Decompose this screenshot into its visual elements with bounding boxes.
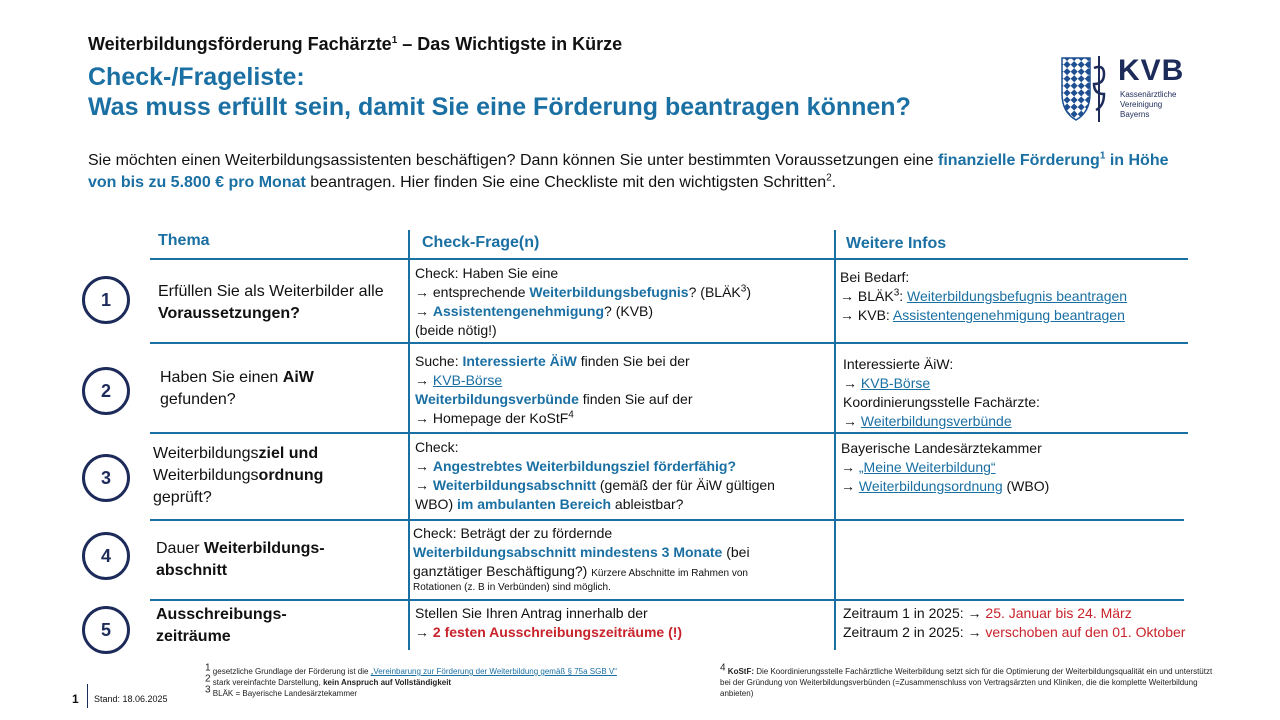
- row-divider-4: [150, 599, 1184, 601]
- row-4-check: Check: Beträgt der zu fördernde Weiterbildungsabschnitt mindestens 3 Monate (bei ganztätiger Beschäftigung?) Kürzere Abschnitte im Rahmen von Rotationen (z. B in Verbünden) sind möglich.: [413, 525, 750, 593]
- intro-text: Sie möchten einen Weiterbildungsassistenten beschäftigen? Dann können Sie unter bestimmten Voraussetzungen eine finanzielle Förderung$^1$ in Höhe von bis zu 5.800 € pro Monat beantragen. Hier finden Sie eine Checkliste mit den wichtigsten Schritten$^2$.: [88, 150, 1169, 191]
- row-1-infos: Bei Bedarf: → $BLÄK^3$: Weiterbildungsbefugnis beantragen → KVB: Assistentengenehmigung beantragen: [840, 269, 1128, 323]
- kvb-logo: [1060, 54, 1210, 124]
- title-line-1: Check-/Frageliste:: [88, 63, 305, 91]
- row-1-thema: Erfüllen Sie als Weiterbilder alle Voraussetzungen?: [158, 283, 384, 322]
- row-5-thema: Ausschreibungs- zeiträume: [156, 606, 287, 645]
- link-vereinbarung[interactable]: „Vereinbarung zur Förderung der Weiterbildung gemäß § 75a SGB V“: [370, 667, 617, 676]
- page-title: [88, 62, 911, 122]
- footer-divider: [87, 684, 88, 708]
- row-3-infos: Bayerische Landesärztekammer → „Meine Weiterbildung“ → Weiterbildungsordnung (WBO): [841, 440, 1050, 494]
- row-1-check: Check: Haben Sie eine → entsprechende Weiterbildungsbefugnis? $(BLÄK^3)$ → Assistentengenehmigung? (KVB) (beide nötig!): [415, 265, 751, 338]
- step-number-5: 5: [82, 606, 130, 654]
- step-number-2: 2: [82, 367, 130, 415]
- column-header-thema: Thema: [158, 232, 210, 249]
- link-weiterbildungsbefugnis[interactable]: Weiterbildungsbefugnis beantragen: [907, 288, 1128, 304]
- row-divider-2: [150, 432, 1188, 434]
- stand-date: Stand: 18.06.2025: [94, 694, 168, 704]
- logo-abbr: KVB: [1118, 54, 1185, 87]
- row-divider-1: [150, 342, 1188, 344]
- link-weiterbildungsordnung[interactable]: Weiterbildungsordnung: [858, 478, 1003, 494]
- page-kicker: Weiterbildungsförderung Fachärzte$^1$ – Das Wichtigste in Kürze: [88, 34, 623, 54]
- row-5-infos: Zeitraum 1 in 2025: → 25. Januar bis 24. März Zeitraum 2 in 2025: → verschoben auf den 01. Oktober: [843, 605, 1186, 640]
- step-number-4: 4: [82, 532, 130, 580]
- column-header-check: Check-Frage(n): [422, 234, 540, 251]
- step-number-3: 3: [82, 454, 130, 502]
- row-divider-0: [150, 258, 1188, 260]
- row-divider-3: [150, 519, 1184, 521]
- step-number-1: 1: [82, 276, 130, 324]
- footnotes-left: $^1$ gesetzliche Grundlage der Förderung ist die „Vereinbarung zur Förderung der Weiterbildung gemäß § 75a SGB V“ $^2$ stark vereinfachte Darstellung, kein Anspruch auf Vollständigkeit $^3$ BLÄK = Bayerische Landesärztekammer: [205, 662, 617, 698]
- link-meine-weiterbildung[interactable]: „Meine Weiterbildung“: [858, 459, 996, 475]
- row-2-infos: Interessierte ÄiW: → KVB-Börse Koordinierungsstelle Fachärzte: → Weiterbildungsverbünde: [843, 356, 1040, 429]
- row-5-check: Stellen Sie Ihren Antrag innerhalb der → 2 festen Ausschreibungszeiträume (!): [415, 605, 683, 640]
- link-weiterbildungsverbuende[interactable]: Weiterbildungsverbünde: [860, 413, 1012, 429]
- footnote-kostf: $^4$ KoStF: Die Koordinierungsstelle Fachärztliche Weiterbildung setzt sich für die Optimierung der Weiterbildungsqualität ein und unterstützt bei der Gründung von Weiterbildungsverbünden (=Zusammenschluss von Vertragsärzten und Kliniken, die die komplette Weiterbildung anbieten): [720, 662, 1213, 698]
- logo-text: Kassenärztliche Vereinigung Bayerns: [1120, 90, 1177, 119]
- link-kvb-boerse[interactable]: KVB-Börse: [860, 375, 931, 391]
- title-line-2: Was muss erfüllt sein, damit Sie eine Förderung beantragen können?: [88, 93, 911, 121]
- link-kvb-boerse-check[interactable]: KVB-Börse: [432, 372, 503, 388]
- row-3-check: Check: → Angestrebtes Weiterbildungsziel förderfähig? → Weiterbildungsabschnitt (gemäß der für ÄiW gültigen WBO) im ambulanten Bereich ableistbar?: [415, 439, 775, 512]
- row-2-thema: Haben Sie einen AiW gefunden?: [160, 369, 314, 408]
- page-number: 1: [72, 692, 79, 706]
- column-header-infos: Weitere Infos: [846, 235, 947, 252]
- column-divider-2: [834, 230, 836, 650]
- row-3-thema: Weiterbildungsziel und Weiterbildungsordnung geprüft?: [153, 445, 324, 506]
- row-2-check: Suche: Interessierte ÄiW finden Sie bei der → KVB-Börse Weiterbildungsverbünde finden Sie auf der → Homepage der KoStF$^4$: [415, 353, 693, 426]
- link-assistentengenehmigung[interactable]: Assistentengenehmigung beantragen: [892, 307, 1125, 323]
- column-divider-1: [408, 230, 410, 650]
- row-4-thema: Dauer Weiterbildungs- abschnitt: [156, 540, 325, 579]
